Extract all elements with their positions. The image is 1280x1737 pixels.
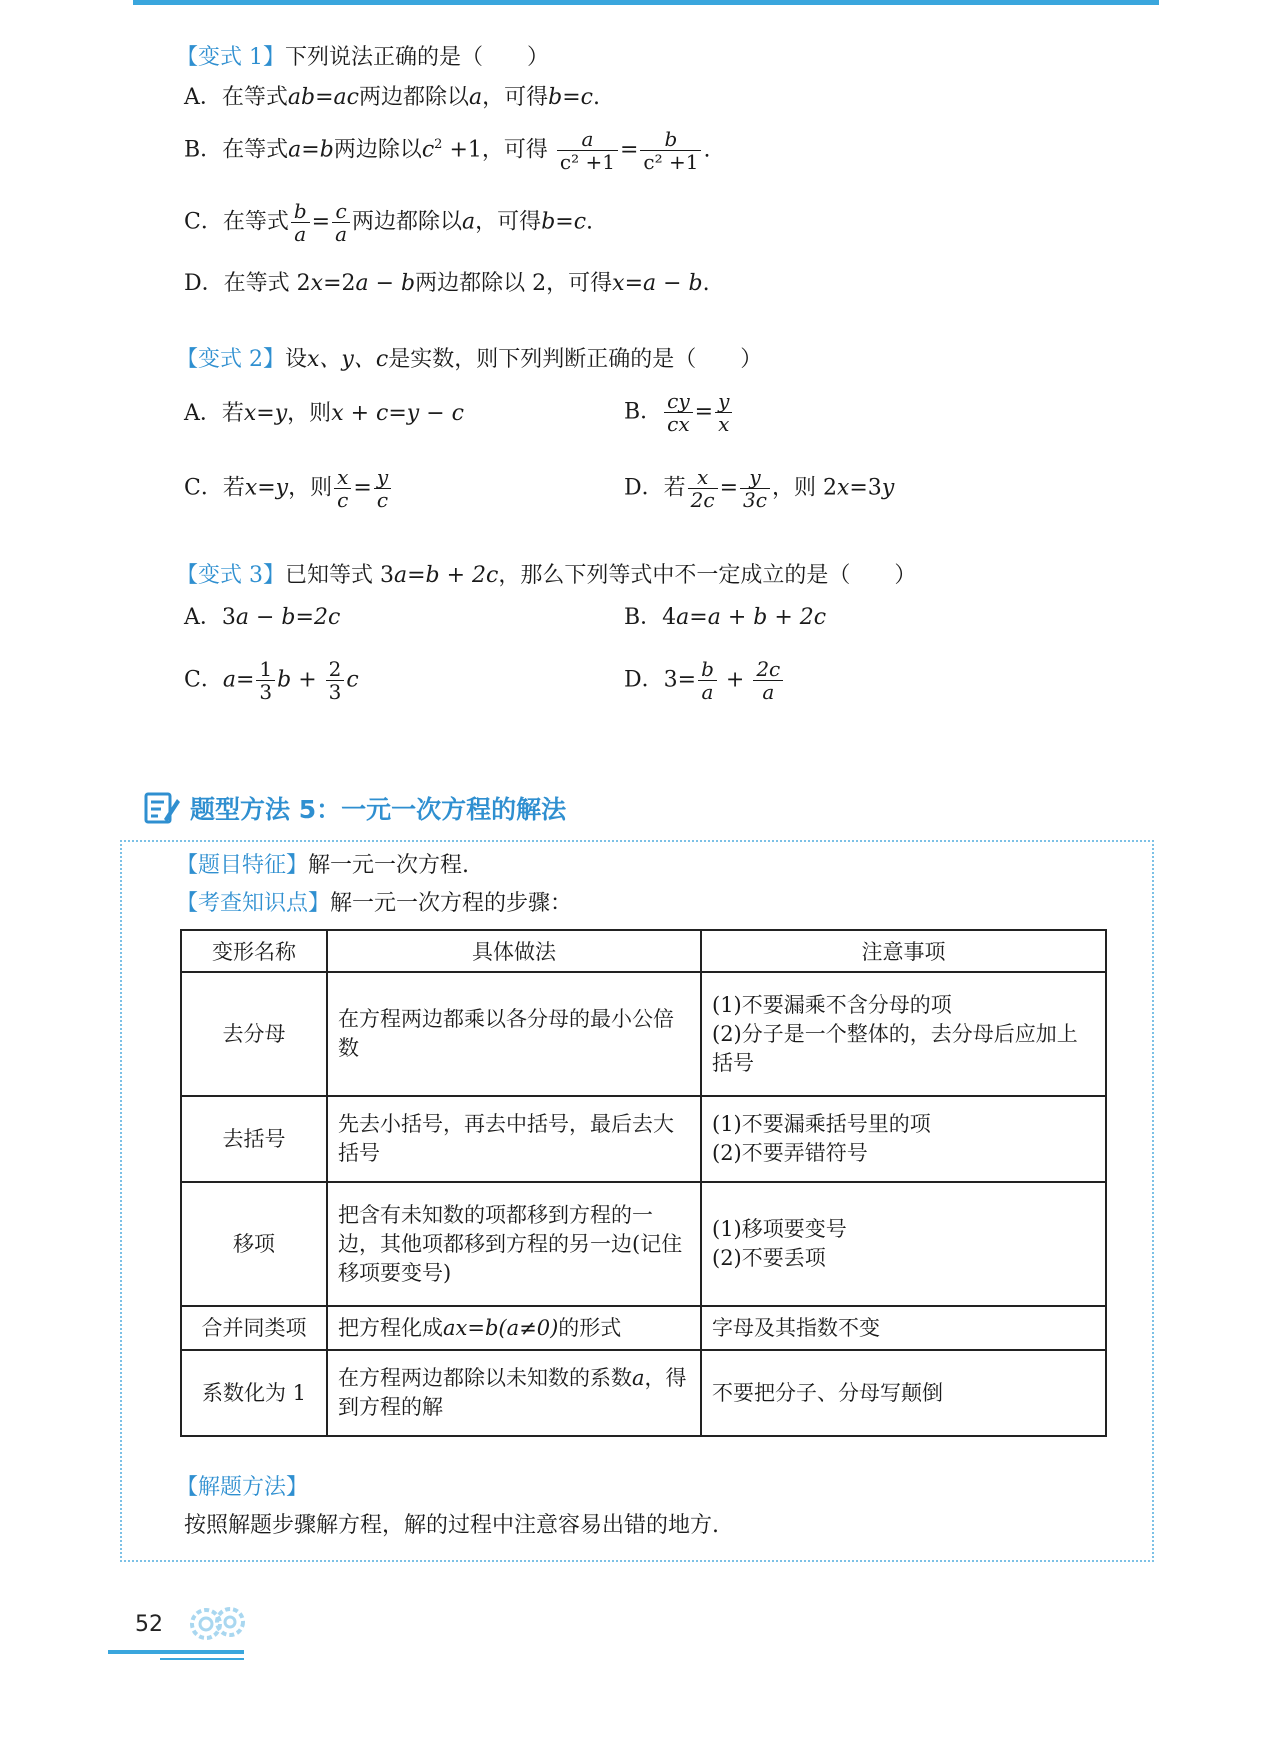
table-row: 系数化为 1 在方程两边都除以未知数的系数a，得到方程的解 不要把分子、分母写颠倒 <box>181 1350 1106 1436</box>
v3-stem: 【变式 3】已知等式 3a=b + 2c，那么下列等式中不一定成立的是（ ） <box>176 563 917 588</box>
top-rule <box>133 0 1159 5</box>
footer-rule <box>160 1658 244 1660</box>
table-header: 具体做法 <box>327 930 701 972</box>
v3-option-c: C．a= $\frac{1}{3}$ b + $\frac{2}{3}$ c <box>184 657 359 704</box>
feature-line: 【题目特征】解一元一次方程. <box>176 853 470 878</box>
v3-option-b: B．4a=a + b + 2c <box>624 605 827 630</box>
v1-option-b: B．在等式a=b两边除以$c^2 +1$，可得 $\frac{a}{\text{c² +1}}$ = $\frac{b}{\text{c² +1}}$ . <box>184 127 711 174</box>
solve-text: 按照解题步骤解方程，解的过程中注意容易出错的地方. <box>184 1513 719 1538</box>
table-row: 去括号 先去小括号，再去中括号，最后去大括号 (1)不要漏乘括号里的项 (2)不要弄错符号 <box>181 1096 1106 1182</box>
v1-stem: 【变式 1】下列说法正确的是（ ） <box>176 45 550 70</box>
table-header-row <box>181 930 1106 972</box>
solve-label: 【解题方法】 <box>176 1475 309 1500</box>
v2-option-b: B． $\frac{cy}{cx}$ = $\frac{y}{x}$ <box>624 390 734 435</box>
table-header: 注意事项 <box>701 930 1106 972</box>
knowledge-line: 【考查知识点】解一元一次方程的步骤： <box>176 891 573 916</box>
fraction: $\frac{b}{\text{c² +1}}$ <box>640 128 701 173</box>
gear-decoration-icon <box>188 1600 248 1646</box>
notepad-pencil-icon <box>144 791 180 825</box>
v2-option-c: C．若x=y，则 $\frac{x}{c}$ = $\frac{y}{c}$ <box>184 466 393 511</box>
v2-option-d: D．若 $\frac{x}{2c}$ = $\frac{y}{3c}$ ，则 2x=3y <box>624 465 895 512</box>
table-row: 去分母 在方程两边都乘以各分母的最小公倍数 (1)不要漏乘不含分母的项 (2)分子是一个整体的，去分母后应加上括号 <box>181 972 1106 1096</box>
table-header: 变形名称 <box>181 930 327 972</box>
section-title: 题型方法 5：一元一次方程的解法 <box>144 790 566 826</box>
v1-option-c: C．在等式 $\frac{b}{a}$ = $\frac{c}{a}$ 两边都除以a，可得b=c. <box>184 199 594 246</box>
table-row: 移项 把含有未知数的项都移到方程的一边，其他项都移到方程的另一边(记住移项要变号) (1)移项要变号 (2)不要丢项 <box>181 1182 1106 1306</box>
v1-option-a: A．在等式ab=ac两边都除以a，可得b=c. <box>184 85 600 110</box>
fraction: $\frac{a}{\text{c² +1}}$ <box>557 128 618 173</box>
v3-option-a: A．3a − b=2c <box>184 605 341 630</box>
footer-rule <box>108 1650 244 1654</box>
page-number: 52 <box>135 1612 163 1637</box>
table-row: 合并同类项 把方程化成ax=b(a≠0)的形式 字母及其指数不变 <box>181 1306 1106 1350</box>
v1-option-d: D．在等式 2x=2a − b两边都除以 2，可得x=a − b. <box>184 271 710 296</box>
v2-stem: 【变式 2】设x、y、c是实数，则下列判断正确的是（ ） <box>176 347 763 372</box>
steps-table <box>180 929 1107 1437</box>
v3-option-d: D．3= $\frac{b}{a}$ + $\frac{2c}{a}$ <box>624 658 785 703</box>
v2-option-a: A．若x=y，则x + c=y − c <box>184 401 464 426</box>
